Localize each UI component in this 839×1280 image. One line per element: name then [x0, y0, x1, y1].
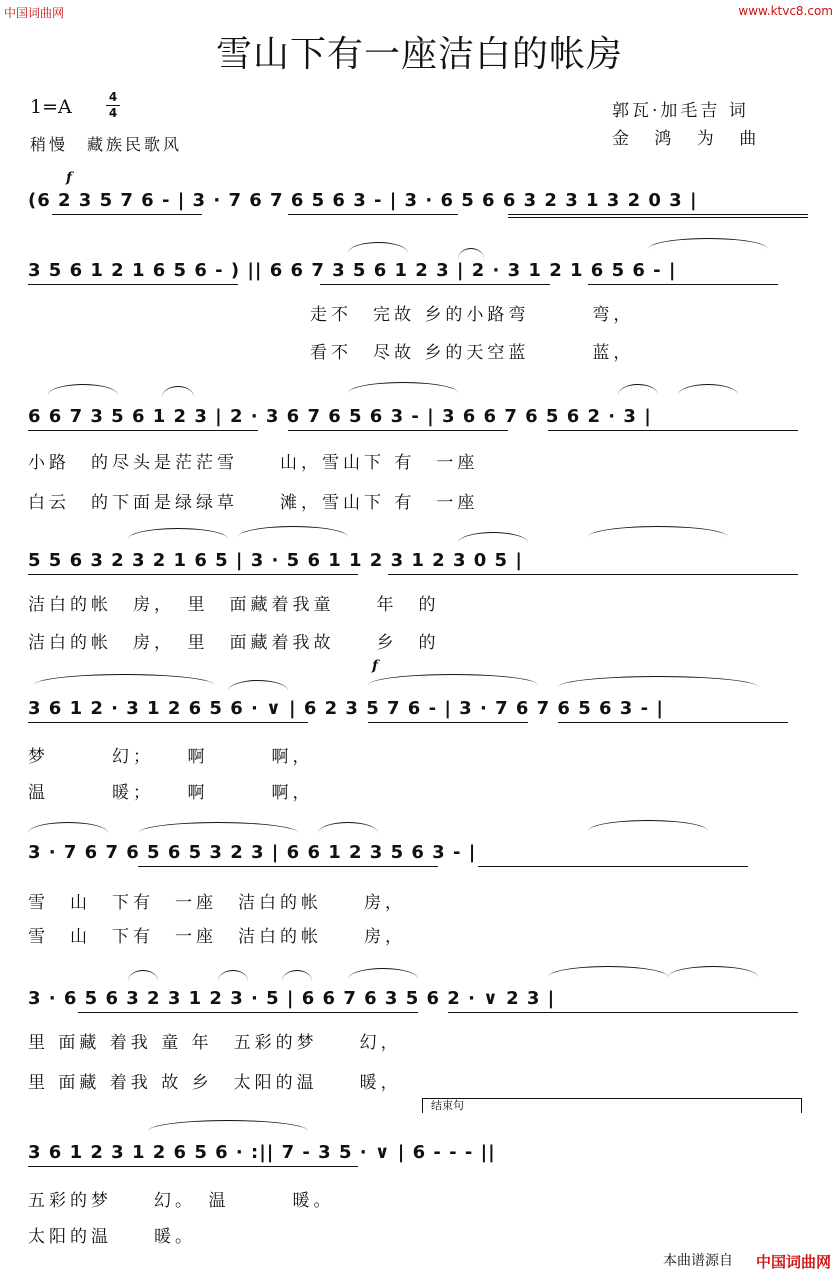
lyrics-verse-1: 洁白的帐 房， 里 面藏着我童 年 的 — [28, 595, 440, 615]
notation-line: 6 6 7 3 5 6 1 2 3 | 2 · 3 6 7 6 5 6 3 - | 3 6 6 7 6 5 6 2 · 3 | — [28, 406, 652, 427]
footer-site-link[interactable]: 中国词曲网 — [755, 1253, 831, 1271]
lyricist-credit: 郭瓦·加毛吉 词 — [612, 101, 749, 121]
dynamic-forte-2: f — [372, 658, 379, 674]
lyrics-verse-1: 小路 的尽头是茫茫雪 山，雪山下 有 一座 — [28, 453, 479, 473]
key-signature: 1=A — [30, 96, 72, 118]
lyrics-verse-2: 里 面藏 着我 故 乡 太阳的温 暖， — [28, 1073, 402, 1093]
notation-line: (6 2 3 5 7 6 - | 3 · 7 6 7 6 5 6 3 - | 3 · 6 5 6 6 3 2 3 1 3 2 0 3 | — [28, 190, 698, 211]
notation-line: 3 6 1 2 3 1 2 6 5 6 · :|| 7 - 3 5 · ∨ | 6 - - - || — [28, 1142, 496, 1163]
lyrics-verse-2: 雪 山 下有 一座 洁白的帐 房， — [28, 927, 406, 947]
lyrics-verse-2: 洁白的帐 房， 里 面藏着我故 乡 的 — [28, 633, 440, 653]
lyrics-verse-2: 看不 尽故 乡的天空蓝 蓝， — [310, 343, 635, 363]
time-signature — [106, 90, 120, 121]
notation-line: 3 · 6 5 6 3 2 3 1 2 3 · 5 | 6 6 7 6 3 5 6 2 · ∨ 2 3 | — [28, 988, 556, 1009]
stave-4 — [28, 546, 804, 666]
notation-line: 3 6 1 2 · 3 1 2 6 5 6 · ∨ | 6 2 3 5 7 6 - | 3 · 7 6 7 6 5 6 3 - | — [28, 698, 664, 719]
meter-top: 4 — [106, 90, 120, 106]
notation-line: 3 · 7 6 7 6 5 6 5 3 2 3 | 6 6 1 2 3 5 6 3 - | — [28, 842, 477, 863]
notation-line: 3 5 6 1 2 1 6 5 6 - ) || 6 6 7 3 5 6 1 2 3 | 2 · 3 1 2 1 6 5 6 - | — [28, 260, 677, 281]
lyrics-verse-1: 雪 山 下有 一座 洁白的帐 房， — [28, 893, 406, 913]
dynamic-forte-1: f — [66, 170, 73, 186]
stave-7 — [28, 984, 804, 1104]
lyrics-verse-2: 太阳的温 暖。 — [28, 1227, 196, 1247]
notation-line: 5 5 6 3 2 3 2 1 6 5 | 3 · 5 6 1 1 2 3 1 2 3 0 5 | — [28, 550, 523, 571]
stave-8 — [28, 1138, 804, 1248]
stave-6 — [28, 838, 804, 958]
stave-5 — [28, 694, 804, 814]
lyrics-verse-1: 梦 幻； 啊 啊， — [28, 747, 314, 767]
tempo-marking: 稍慢 藏族民歌风 — [30, 135, 183, 154]
stave-3 — [28, 402, 804, 522]
lyrics-verse-1: 走不 完故 乡的小路弯 弯， — [310, 305, 635, 325]
lyrics-verse-2: 温 暖； 啊 啊， — [28, 783, 314, 803]
watermark-left: 中国词曲网 — [4, 6, 65, 20]
stave-2 — [28, 256, 804, 376]
song-title: 雪山下有一座洁白的帐房 — [215, 34, 623, 75]
lyrics-verse-1: 里 面藏 着我 童 年 五彩的梦 幻， — [28, 1033, 402, 1053]
stave-1 — [28, 186, 804, 246]
footer-source-label: 本曲谱源自 — [663, 1253, 733, 1269]
lyrics-verse-2: 白云 的下面是绿绿草 滩，雪山下 有 一座 — [28, 493, 479, 513]
ending-label: 结束句 — [431, 1099, 464, 1112]
lyrics-verse-1: 五彩的梦 幻。 温 暖。 — [28, 1191, 335, 1211]
composer-credit: 金 鸿 为 曲 — [612, 129, 767, 149]
meter-bottom: 4 — [108, 106, 118, 120]
watermark-right: www.ktvc8.com — [738, 4, 833, 18]
